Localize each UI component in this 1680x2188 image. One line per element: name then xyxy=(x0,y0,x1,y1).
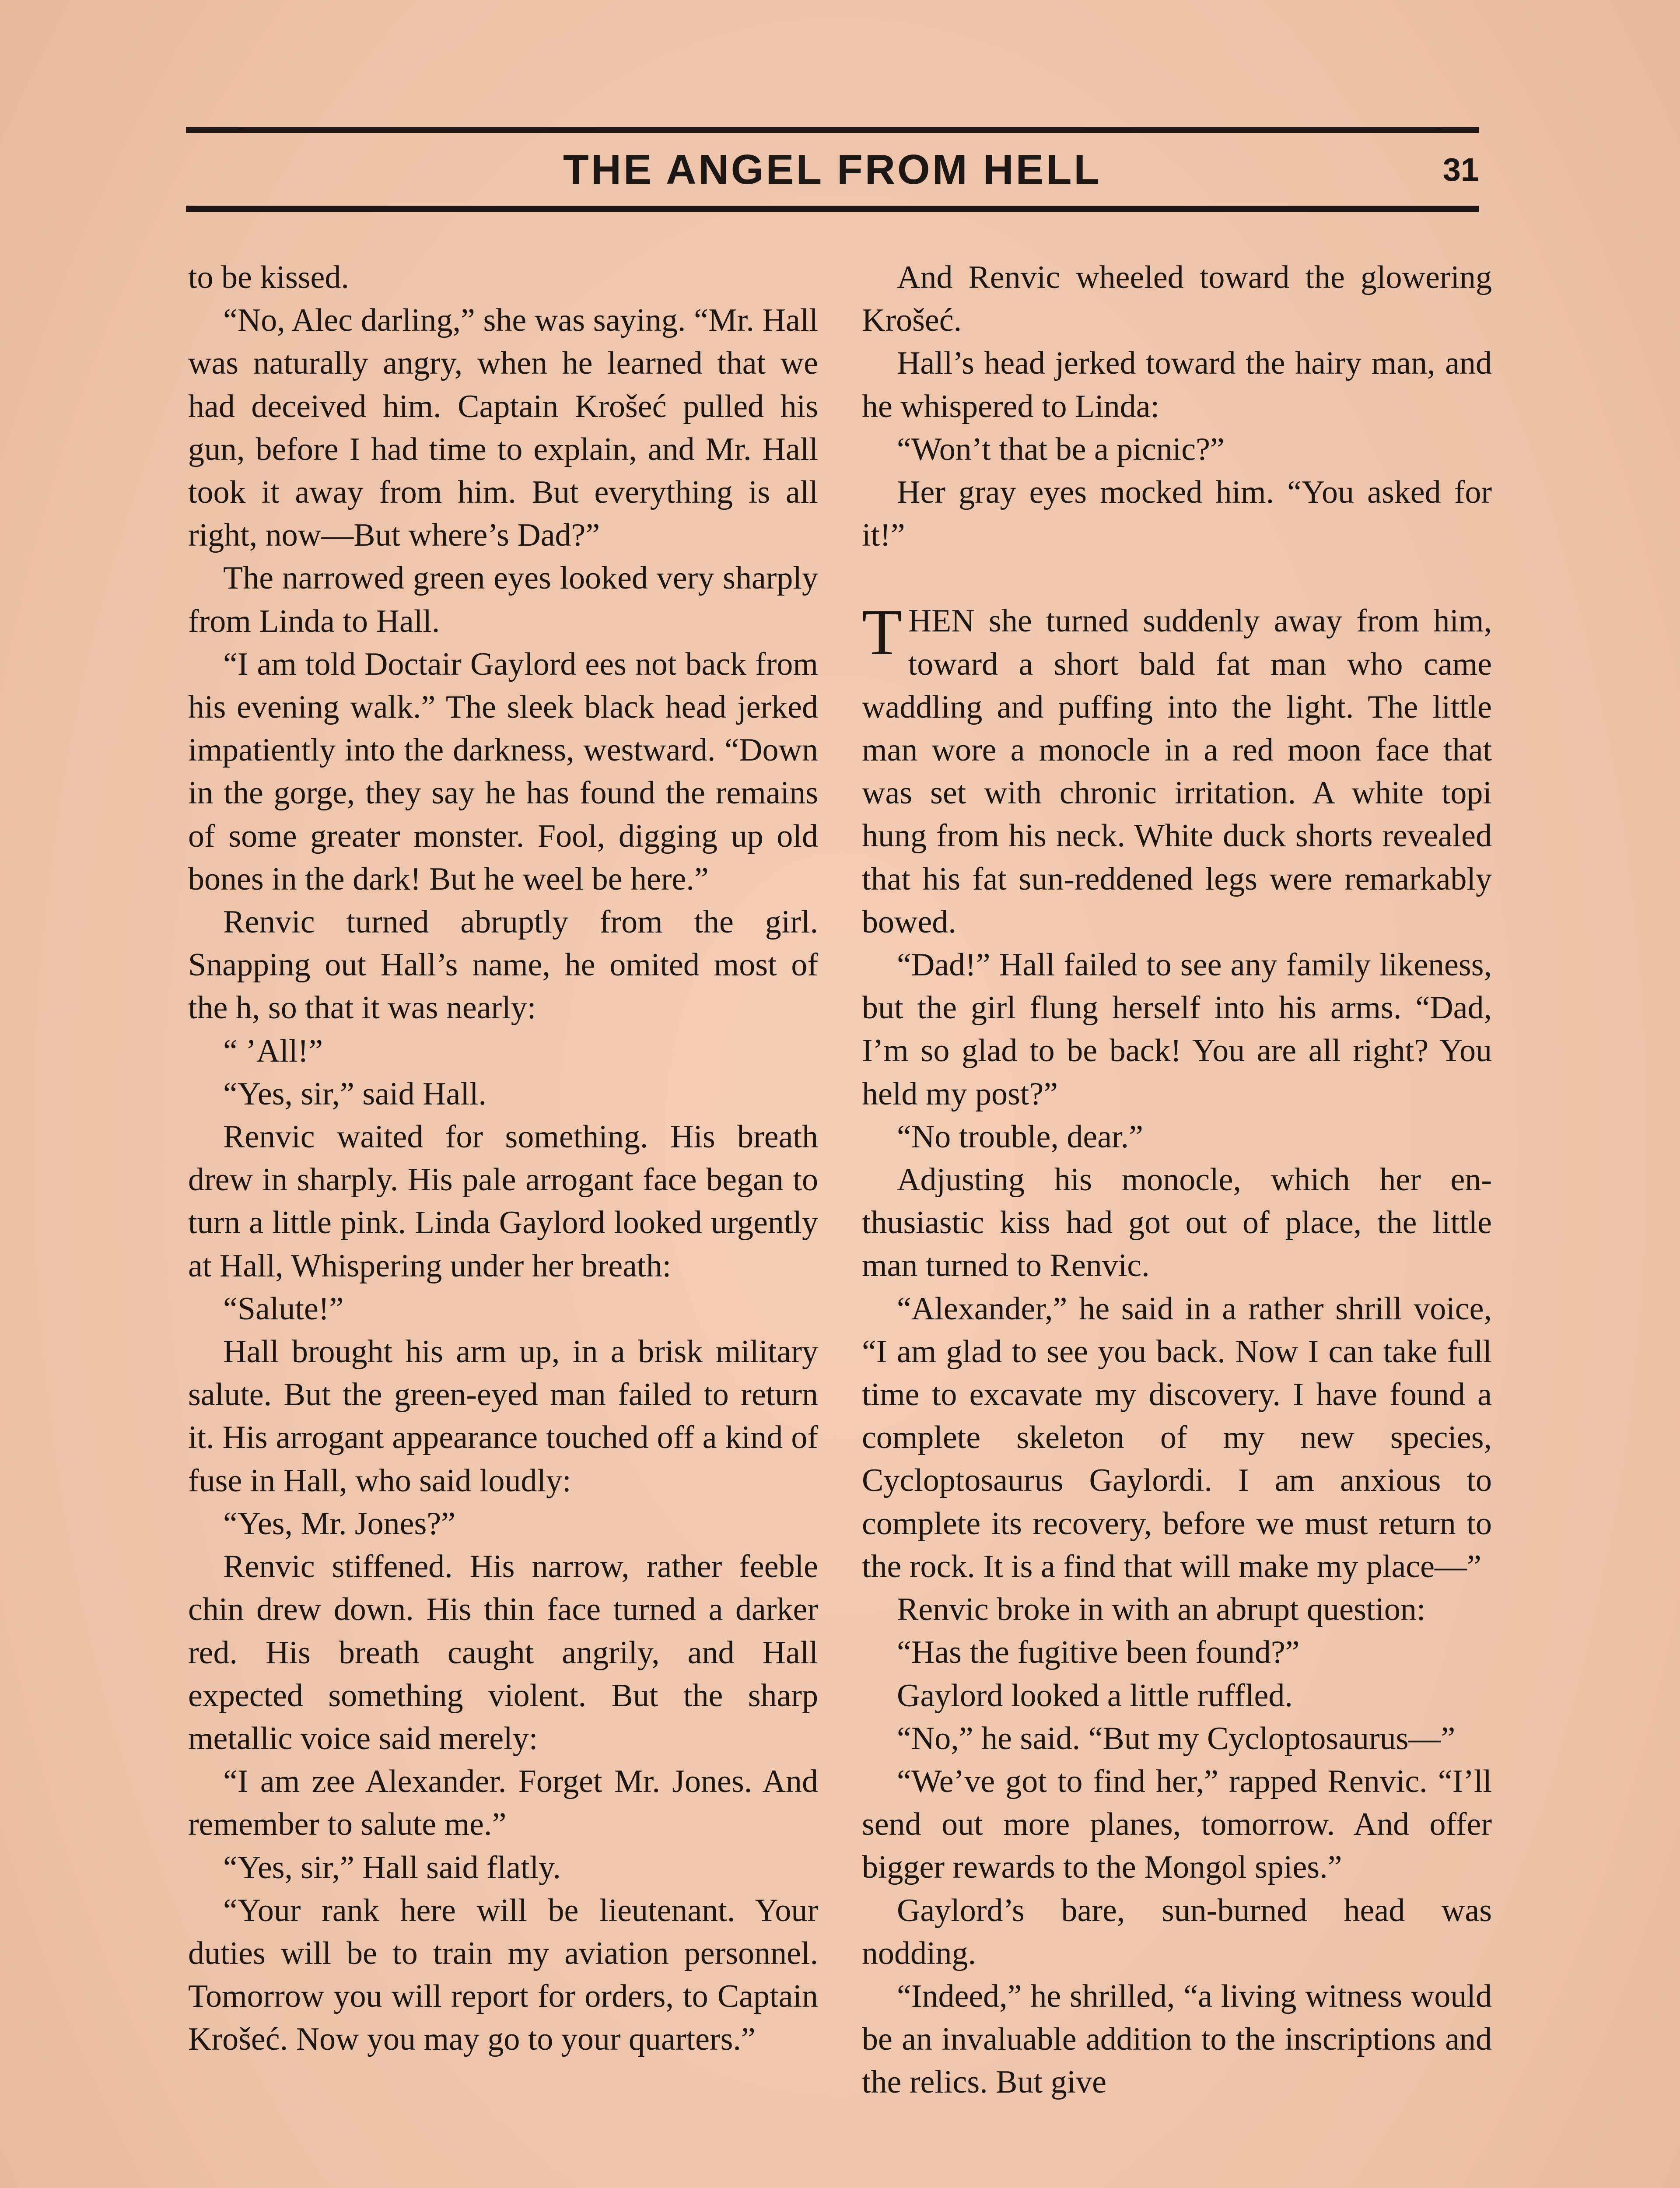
paragraph: “Yes, sir,” Hall said flatly. xyxy=(223,1849,561,1886)
paragraph: “Indeed,” he shrilled, “a living witness would be an invaluable addition to the inscriptions and the relics. But give xyxy=(862,1978,1492,2100)
paragraph: “No, Alec darling,” she was saying. “Mr. Hall was naturally angry, when he learned that we had deceived him. Captain Krošeć pulled his gun, before I had time to explain, and Mr. Hall took it away from him. But everything is all right, now—But where’s Dad?” xyxy=(188,302,818,554)
right-text-column xyxy=(862,256,1492,2104)
drop-cap: T xyxy=(862,596,902,669)
paragraph: Renvic turned abruptly from the girl. Snapping out Hall’s name, he omited most of the h, so that it was nearly: xyxy=(188,904,818,1026)
paragraph: “Salute!” xyxy=(223,1290,344,1327)
paragraph: And Renvic wheeled toward the glowering Krošeć. xyxy=(862,259,1492,339)
section-opening-paragraph xyxy=(862,596,1492,943)
paragraph: “No,” he said. “But my Cycloptosaurus—” xyxy=(897,1720,1456,1757)
paragraph: The narrowed green eyes looked very sharply from Linda to Hall. xyxy=(188,560,818,639)
paragraph: “No trouble, dear.” xyxy=(897,1119,1143,1155)
paragraph: “Alexander,” he said in a rather shrill voice, “I am glad to see you back. Now I can take full time to excavate my discovery. I have found a complete skeleton of my new species, Cycloptosaurus Gaylordi. I am anxious to complete its recovery, before we must return to the rock. It is a find that will make my place—” xyxy=(862,1290,1492,1585)
paragraph: Hall’s head jerked toward the hairy man, and he whispered to Linda: xyxy=(862,345,1492,424)
paragraph: “I am told Doctair Gaylord ees not back from his evening walk.” The sleek black head jerked impatiently into the darkness, westward. “Down in the gorge, they say he has found the remains of some greater monster. Fool, digging up old bones in the dark! But he weel be here.” xyxy=(188,646,818,897)
paragraph: Gaylord looked a little ruffled. xyxy=(897,1677,1293,1714)
paragraph: Renvic broke in with an abrupt question: xyxy=(897,1592,1426,1628)
header-rule-bottom xyxy=(186,206,1479,212)
paragraph: Her gray eyes mocked him. “You asked for it!” xyxy=(862,474,1492,554)
paragraph: Renvic waited for something. His breath drew in sharply. His pale arrogant face began to turn a little pink. Linda Gaylord looked urgently at Hall, Whispering under her breath: xyxy=(188,1119,818,1284)
header-rule-top xyxy=(186,127,1479,133)
paragraph: to be kissed. xyxy=(188,259,349,295)
running-title: THE ANGEL FROM HELL xyxy=(563,146,1102,193)
paragraph: “We’ve got to find her,” rapped Renvic. “I’ll send out more planes, tomorrow. And offer bigger rewards to the Mongol spies.” xyxy=(862,1763,1492,1886)
paragraph: Hall brought his arm up, in a brisk military salute. But the green-eyed man failed to return it. His arrogant appearance touched off a kind of fuse in Hall, who said loudly: xyxy=(188,1334,818,1499)
paragraph: “Yes, sir,” said Hall. xyxy=(223,1076,487,1112)
paragraph: “Dad!” Hall failed to see any family likeness, but the girl flung herself into his arms. “Dad, I’m so glad to be back! You are all right? You held my post?” xyxy=(862,947,1492,1112)
paragraph: Adjusting his monocle, which her enthusiastic kiss had got out of place, the little man turned to Renvic. xyxy=(862,1162,1492,1284)
paragraph: “Won’t that be a picnic?” xyxy=(897,431,1225,467)
paragraph: “Yes, Mr. Jones?” xyxy=(223,1505,456,1542)
paragraph: Renvic stiffened. His narrow, rather feeble chin drew down. His thin face turned a darker red. His breath caught angrily, and Hall expected something violent. But the sharp metallic voice said merely: xyxy=(188,1549,818,1757)
left-text-column xyxy=(188,256,818,2061)
paragraph: Gaylord’s bare, sun-burned head was nodding. xyxy=(862,1892,1492,1971)
paragraph: “I am zee Alexander. Forget Mr. Jones. And remember to salute me.” xyxy=(188,1764,818,1843)
paragraph: “ ’All!” xyxy=(223,1033,323,1069)
paragraph: “Your rank here will be lieutenant. Your duties will be to train my aviation personnel. Tomorrow you will report for orders, to Captain Krošeć. Now you may go to your quarters.” xyxy=(188,1892,818,2058)
page-number: 31 xyxy=(1442,151,1479,188)
drop-cap-paragraph-text: HEN she turned suddenly away from him, toward a short bald fat man who came waddling and puffing into the light. The little man wore a monocle in a red moon face that was set with chronic irritation. A white topi hung from his neck. White duck shorts revealed that his fat sun-reddened legs were remarkably bowed. xyxy=(862,603,1492,940)
paragraph: “Has the fugitive been found?” xyxy=(897,1634,1300,1671)
